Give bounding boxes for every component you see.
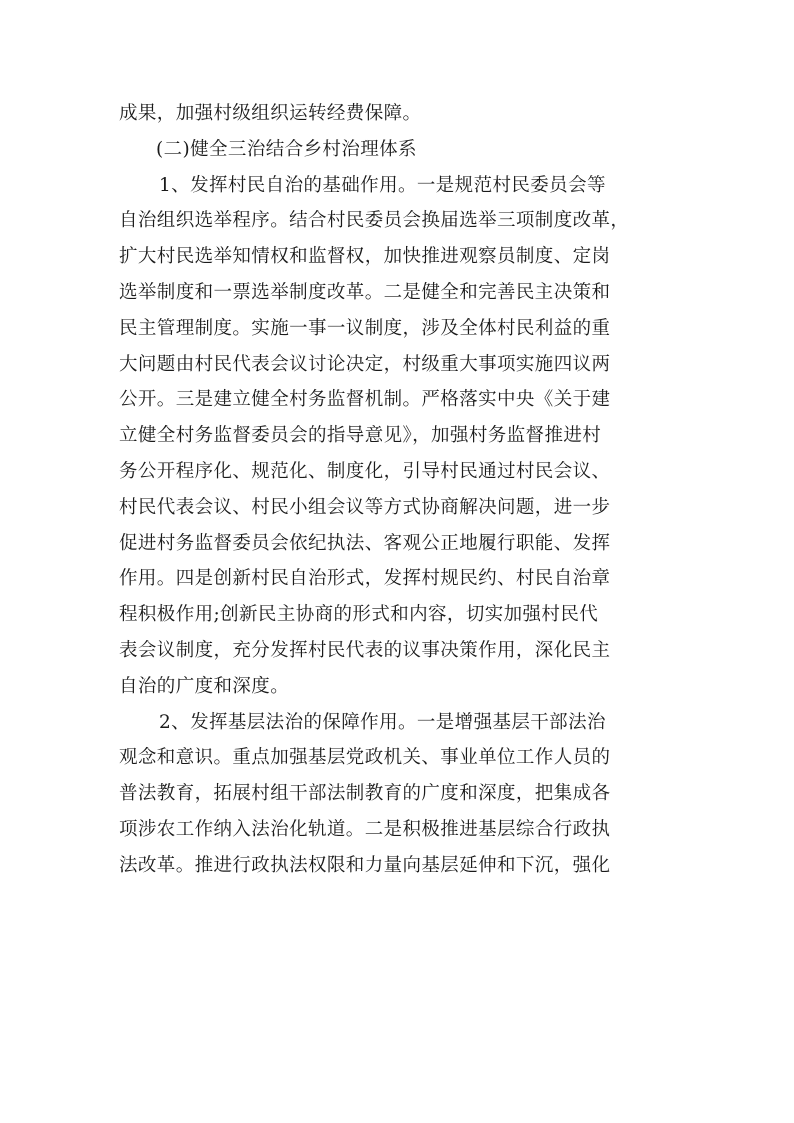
paragraph-line: 2、发挥基层法治的保障作用。一是增强基层干部法治 <box>159 711 606 733</box>
paragraph-line: 务公开程序化、规范化、制度化，引导村民通过村民会议、 <box>119 460 611 482</box>
paragraph-line: 扩大村民选举知情权和监督权，加快推进观察员制度、定岗 <box>119 246 611 268</box>
paragraph-line: 民主管理制度。实施一事一议制度，涉及全体村民利益的重 <box>119 317 611 339</box>
paragraph-line: 观念和意识。重点加强基层党政机关、事业单位工作人员的 <box>119 747 611 769</box>
paragraph-line: 公开。三是建立健全村务监督机制。严格落实中央《关于建 <box>119 389 611 411</box>
paragraph-line: 选举制度和一票选举制度改革。二是健全和完善民主决策和 <box>119 281 611 303</box>
document-body <box>119 96 685 884</box>
paragraph-line: 自治的广度和深度。 <box>119 675 290 697</box>
paragraph-line: 立健全村务监督委员会的指导意见》，加强村务监督推进村 <box>119 425 602 447</box>
paragraph-line: 作用。四是创新村民自治形式，发挥村规民约、村民自治章 <box>119 568 611 590</box>
paragraph-line: 1、发挥村民自治的基础作用。一是规范村民委员会等 <box>159 174 606 196</box>
paragraph-line: 表会议制度，充分发挥村民代表的议事决策作用，深化民主 <box>119 639 611 661</box>
paragraph-line: 村民代表会议、村民小组会议等方式协商解决问题，进一步 <box>119 496 611 518</box>
paragraph-line: 自治组织选举程序。结合村民委员会换届选举三项制度改革， <box>119 210 630 232</box>
paragraph-line: 法改革。推进行政执法权限和力量向基层延伸和下沉，强化 <box>119 854 611 876</box>
section-heading: (二)健全三治结合乡村治理体系 <box>156 138 417 160</box>
paragraph-line: 成果，加强村级组织运转经费保障。 <box>119 103 422 124</box>
paragraph-line: 促进村务监督委员会依纪执法、客观公正地履行职能、发挥 <box>119 532 611 554</box>
paragraph-line: 大问题由村民代表会议讨论决定，村级重大事项实施四议两 <box>119 353 611 375</box>
paragraph-line: 普法教育，拓展村组干部法制教育的广度和深度，把集成各 <box>119 783 611 805</box>
paragraph-line: 程积极作用;创新民主协商的形式和内容，切实加强村民代 <box>119 604 599 626</box>
paragraph-line: 项涉农工作纳入法治化轨道。二是积极推进基层综合行政执 <box>119 818 611 840</box>
